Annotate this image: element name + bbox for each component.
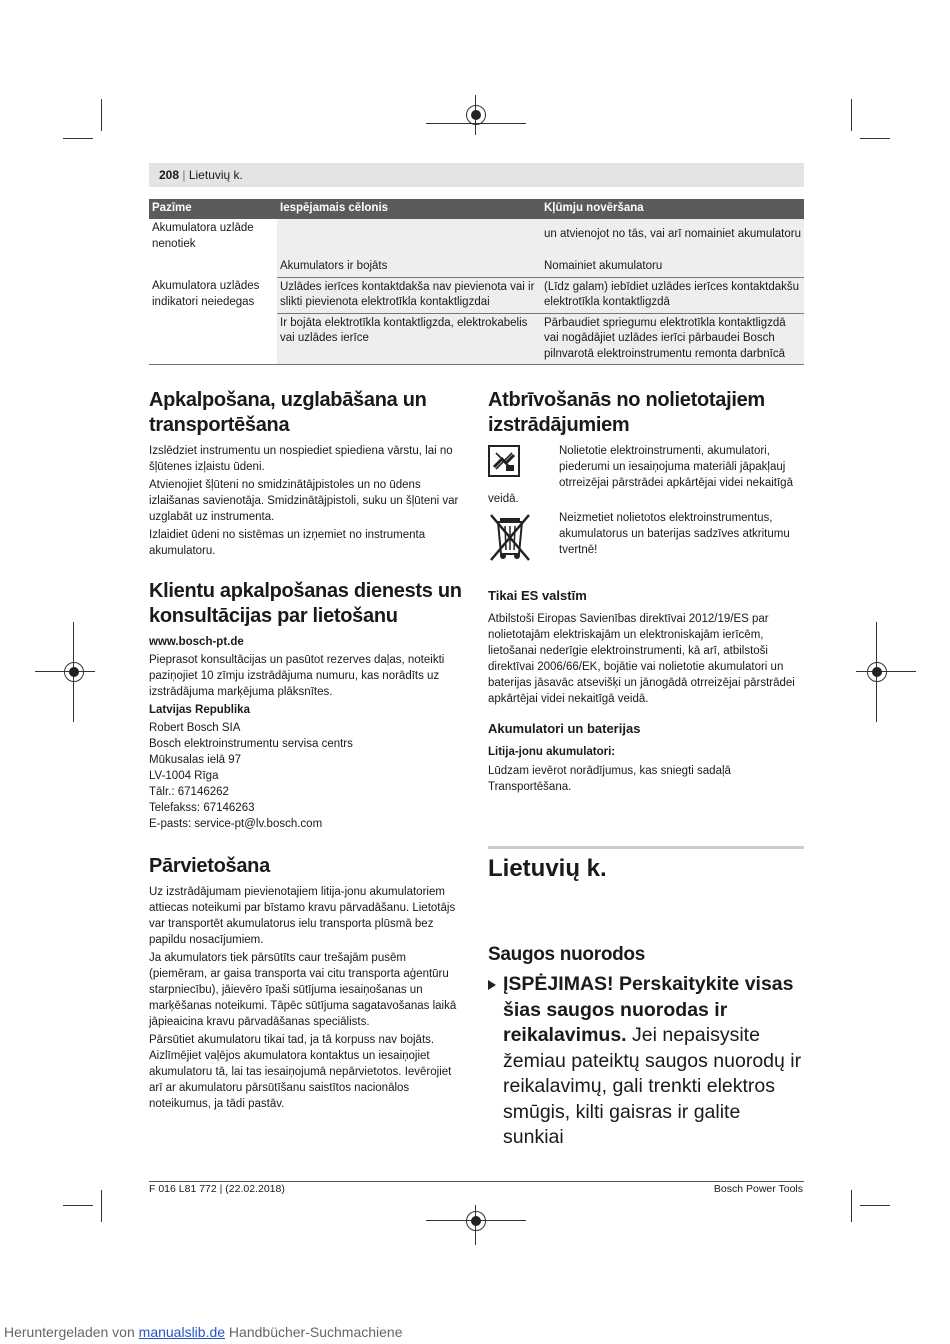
table-row <box>149 313 804 365</box>
table-cell: Ir bojāta elektrotīkla kontaktligzda, elektrokabelis vai uzlādes ierīce <box>277 313 541 365</box>
manualslib-link[interactable]: manualslib.de <box>138 1324 226 1340</box>
table-cell: Akumulatora uzlāde nenotiek <box>152 222 254 250</box>
table-cell: Pārbaudiet spriegumu elektrotīkla kontaktligzdā vai nogādājiet uzlādes ierīci pārbaudei Bosch pilnvarotā elektroinstrumentu remonta darbnīcā <box>541 313 804 365</box>
footer-divider <box>149 1181 804 1182</box>
paragraph: Izlaidiet ūdeni no sistēmas un izņemiet no instrumenta akumulatoru. <box>149 529 426 557</box>
disposal-text-1: Nolietotie elektroinstrumenti, akumulatori, piederumi un iesaiņojuma materiāli jāpakļauj otrreizējai pārstrādei apkārtējai videi nekaitīgā <box>559 445 793 489</box>
bullet-arrow-icon <box>488 980 496 990</box>
service-url-link[interactable]: www.bosch-pt.de <box>149 636 244 648</box>
crop-mark <box>851 99 852 131</box>
table-cell: Akumulators ir bojāts <box>277 257 541 277</box>
registration-mark-icon <box>466 105 486 125</box>
maintenance-text <box>149 443 467 561</box>
table-header: Pazīme <box>149 199 277 219</box>
safety-warning <box>503 972 803 1151</box>
header-separator: | <box>182 168 186 182</box>
table-cell: Nomainiet akumulatoru <box>541 257 804 277</box>
crop-mark <box>860 138 890 139</box>
paragraph: Atvienojiet šļūteni no smidzinātājpistoles un no ūdens izlaišanas savienotāja. Smidzinātājpistoli, suku un šļūteni var uzglabāt uz instrumenta. <box>149 479 459 523</box>
address-line: Telefakss: 67146263 <box>149 802 255 814</box>
country-heading: Latvijas Republika <box>149 704 250 716</box>
table-row <box>149 219 804 257</box>
disposal-text-1-tail: veidā. <box>488 493 519 505</box>
address-line: LV-1004 Rīga <box>149 770 219 782</box>
section-title-maintenance: Apkalpošana, uzglabāšana un transportēšana <box>149 389 427 436</box>
section-title-transport: Pārvietošana <box>149 855 270 877</box>
troubleshooting-table <box>149 199 804 365</box>
crossed-bin-icon <box>488 512 532 562</box>
crop-mark <box>860 1205 890 1206</box>
address-line: Tālr.: 67146262 <box>149 786 229 798</box>
page-header <box>149 163 804 187</box>
address-block <box>149 720 467 832</box>
download-note <box>4 1324 403 1340</box>
paragraph: Pārsūtiet akumulatoru tikai tad, ja tā korpuss nav bojāts. Aizlīmējiet vaļējos akumulatora kontaktus un iesaiņojiet akumulatoru tā, lai tas iesaiņojumā nepārvietotos. Ievērojiet arī ar akumulatoru pārsūtīšanu saistītos nacionālos noteikumus, ja tādi pastāv. <box>149 1034 452 1110</box>
table-row <box>149 257 804 277</box>
divider <box>488 846 804 849</box>
address-line: E-pasts: service-pt@lv.bosch.com <box>149 818 323 830</box>
table-cell: (Līdz galam) iebīdiet uzlādes ierīces kontaktdakšu elektrotīkla kontaktligzdā <box>541 277 804 313</box>
paragraph: Pieprasot konsultācijas un pasūtot rezerves daļas, noteikti paziņojiet 10 zīmju izstrādājuma numuru, kas norādīts uz izstrādājuma marķējuma plāksnītes. <box>149 654 445 698</box>
disposal-text-2: Neizmetiet nolietotos elektroinstrumentus, akumulatorus un baterijas sadzīves atkritumu tvertnē! <box>559 512 790 556</box>
footer-doc-number: F 016 L81 772 | (22.02.2018) <box>149 1183 285 1195</box>
section-title-disposal: Atbrīvošanās no nolietotajiem izstrādājumiem <box>488 389 765 436</box>
batteries-text: Lūdzam ievērot norādījumus, kas sniegti sadaļā Transportēšana. <box>488 765 731 793</box>
address-line: Bosch elektroinstrumentu servisa centrs <box>149 738 353 750</box>
section-title-service: Klientu apkalpošanas dienests un konsultācijas par lietošanu <box>149 580 462 627</box>
address-line: Robert Bosch SIA <box>149 722 241 734</box>
warning-text: Jei nepaisysite žemiau pateiktų saugos nuorodų ir reikalavimų, gali trenkti elektros smūgis, kilti gaisras ir galite sunkiai <box>503 1024 802 1148</box>
crop-mark <box>851 1190 852 1222</box>
eu-text: Atbilstoši Eiropas Savienības direktīvai 2012/19/ES par nolietotajām elektriskajām un elektroniskajām ierīcēm, lietošanai nederīgie elektroinstrumenti, kā arī, atbilstoši direktīvai 2006/66/EK, bojātie vai nolietotie akumulatori un baterijas jāsavāc atsevišķi un jānogādā otrreizējai pārstrādei apkārtējai videi nekaitīgā veidā. <box>488 613 795 705</box>
table-header: Iespējamais cēlonis <box>277 199 541 219</box>
paragraph: Ja akumulators tiek pārsūtīts caur trešajām pusēm (piemēram, ar gaisa transporta vai citu transporta aģentūru starpniecību), jāievēro īpaši sūtījuma iesaiņošanas un marķēšanas noteikumi. Tāpēc sūtījuma sagatavošanas laikā jāpieaicina kravu pārvadāšanas speciālists. <box>149 952 457 1028</box>
table-cell: Akumulatora uzlādes indikatori neiedegas <box>152 280 260 308</box>
safety-heading: Saugos nuorodos <box>488 944 646 965</box>
address-line: Mūkusalas ielā 97 <box>149 754 242 766</box>
tool-recycle-icon <box>488 445 520 477</box>
table-cell <box>149 313 277 365</box>
crop-mark <box>63 138 93 139</box>
registration-mark-icon <box>64 662 84 682</box>
table-cell <box>277 219 541 257</box>
warning-bold-text: ĮSPĖJIMAS! Perskaitykite visas šias saugos nuorodas ir reikalavimus. <box>503 973 794 1046</box>
download-suffix: Handbücher-Suchmachiene <box>225 1324 403 1340</box>
batteries-heading: Akumulatori un baterijas <box>488 721 641 736</box>
crop-mark <box>101 99 102 131</box>
table-cell: Uzlādes ierīces kontaktdakša nav pievienota vai ir slikti pievienota elektrotīkla kontaktligzdai <box>277 277 541 313</box>
crop-mark <box>101 1190 102 1222</box>
paragraph: Uz izstrādājumam pievienotajiem litija-jonu akumulatoriem attiecas noteikumi par bīstamo kravu pārvadāšanu. Lietotājs var transportēt akumulatorus ielu transporta plūsmā bez papildu nosacījumiem. <box>149 886 456 946</box>
page-number: 208 <box>159 168 180 182</box>
table-row <box>149 277 804 313</box>
service-text <box>149 634 467 832</box>
footer-brand: Bosch Power Tools <box>713 1183 803 1195</box>
table-cell: un atvienojot no tās, vai arī nomainiet akumulatoru <box>541 219 804 257</box>
transport-text <box>149 884 467 1114</box>
header-section: Lietuvių k. <box>188 168 243 182</box>
table-header-row <box>149 199 804 219</box>
table-cell <box>149 257 277 277</box>
crop-mark <box>63 1205 93 1206</box>
table-header: Kļūmju novēršana <box>541 199 804 219</box>
batteries-subheading: Litija-jonu akumulatori: <box>488 746 616 758</box>
eu-heading: Tikai ES valstīm <box>488 588 587 603</box>
paragraph: Izslēdziet instrumentu un nospiediet spiediena vārstu, lai no šļūtenes izļaistu ūdeni. <box>149 445 453 473</box>
registration-mark-icon <box>466 1211 486 1231</box>
language-title: Lietuvių k. <box>488 855 607 882</box>
download-prefix: Heruntergeladen von <box>4 1324 139 1340</box>
registration-mark-icon <box>867 662 887 682</box>
